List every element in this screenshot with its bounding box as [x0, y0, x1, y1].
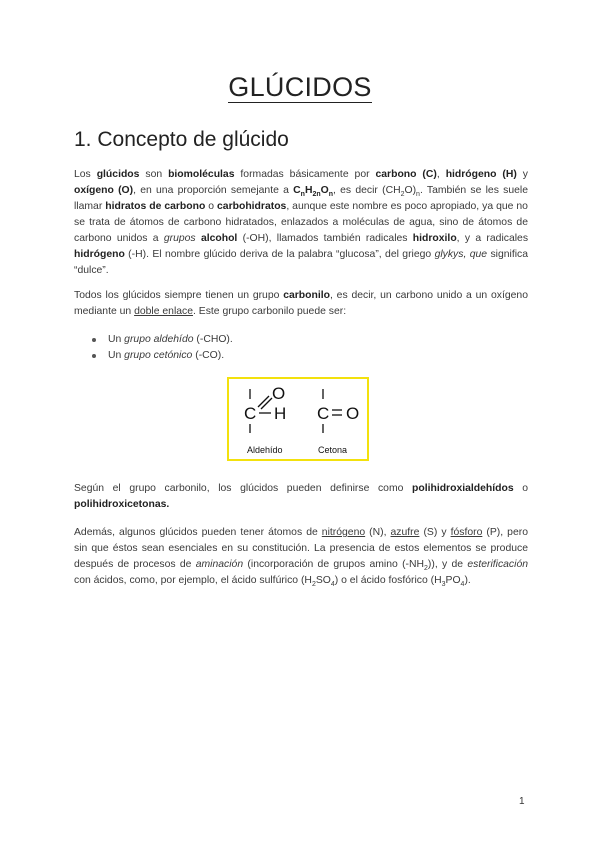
carbonyl-figure: [227, 377, 369, 461]
page-title: GLÚCIDOS: [228, 72, 372, 102]
paragraph-definition: Los glúcidos son biomoléculas formadas básicamente por carbono (C), hidrógeno (H) y oxígeno (O), en una proporción semejante a $C_nH_{2n}O_n$, es decir $(CH_2O)_n$. También se les suele llamar hidratos de carbono o carbohidratos, aunque este nombre es poco apropiado, ya que no se trata de átomos de carbono hidratados, enlazados a moléculas de agua, sino de átomos de carbono unidos a grupos alcohol (-OH), llamados también radicales hidroxilo, y a radicales hidrógeno (-H). El nombre glúcido deriva de la palabra “glucosa”, del griego glykys, que significa “dulce”.: [74, 169, 529, 276]
label-cetona: Cetona: [318, 445, 348, 455]
link-doble-enlace: doble enlace: [134, 306, 194, 317]
paragraph-definition-carbonyl: Según el grupo carbonilo, los glúcidos pueden definirse como polihidroxialdehídos o polihidroxicetonas.: [74, 483, 528, 510]
ketone-oxygen: O: [346, 404, 360, 423]
section-heading: 1. Concepto de glúcido: [74, 128, 289, 151]
aldehyde-double-bond-1: [258, 396, 269, 407]
ketone-carbon: C: [317, 404, 330, 423]
page-number: 1: [519, 796, 525, 807]
carbonyl-list: [92, 332, 233, 364]
general-formula: $C_nH_{2n}O_n$: [293, 185, 333, 199]
aldehyde-carbon: C: [244, 404, 257, 423]
link-nitrogeno: nitrógeno: [321, 527, 366, 538]
aldehyde-double-bond-2: [261, 398, 272, 409]
aldehyde-oxygen: O: [272, 384, 286, 403]
link-fosforo: fósforo: [450, 527, 483, 538]
list-item: Un grupo cetónico (-CO).: [92, 348, 233, 364]
aldehyde-hydrogen: H: [274, 404, 287, 423]
link-azufre: azufre: [390, 527, 420, 538]
label-aldehido: Aldehído: [247, 445, 283, 455]
paragraph-other-elements: Además, algunos glúcidos pueden tener átomos de nitrógeno (N), azufre (S) y fósforo (P), pero sin que éstos sean esenciales en su constitución. La presencia de estos elementos se produce después de procesos de aminación (incorporación de grupos amino $(-NH_2)$), y de esterificación con ácidos, como, por ejemplo, el ácido sulfúrico $(H_2SO_4)$ o el ácido fosfórico $(H_3PO_4)$.: [74, 527, 528, 589]
paragraph-carbonyl: Todos los glúcidos siempre tienen un grupo carbonilo, es decir, un carbono unido a un oxígeno mediante un doble enlace. Este grupo carbonilo puede ser:: [74, 290, 528, 317]
list-item: Un grupo aldehído (-CHO).: [92, 332, 233, 348]
